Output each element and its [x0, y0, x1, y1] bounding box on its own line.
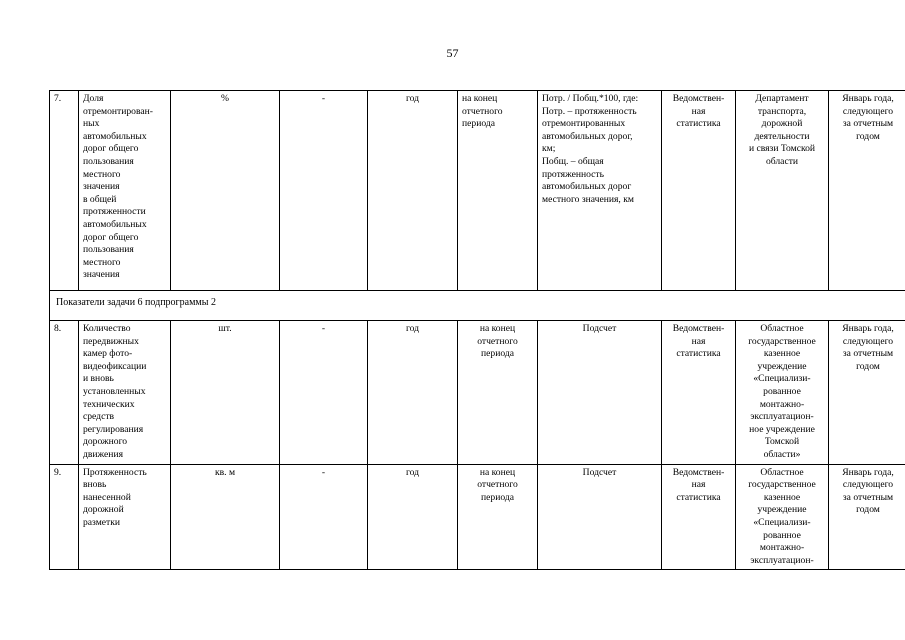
- responsible-cell: Областное государственное казенное учреждение «Специализи- рованное монтажно- эксплуатацион- ное учреждение Томской области»: [736, 321, 829, 465]
- responsible-cell: Департамент транспорта, дорожной деятельности и связи Томской области: [736, 91, 829, 291]
- period-cell: год: [368, 321, 458, 465]
- date-cell: на конец отчетного периода: [458, 91, 538, 291]
- period-cell: год: [368, 464, 458, 570]
- indicator-name: Протяженность вновь нанесенной дорожной разметки: [79, 464, 171, 570]
- method-cell: Потр. / Побщ.*100, где: Потр. – протяженность отремонтированных автомобильных дорог, км; Побщ. – общая протяженность автомобильных дорог местного значения, км: [538, 91, 662, 291]
- page-number: 57: [446, 46, 459, 60]
- row-number: 7.: [50, 91, 79, 291]
- source-cell: Ведомствен- ная статистика: [662, 464, 736, 570]
- table-row: [50, 321, 905, 465]
- indicator-name: Доля отремонтирован- ных автомобильных дорог общего пользования местного значения в общей протяженности автомобильных дорог общего пользования местного значения: [79, 91, 171, 291]
- dash-cell: -: [280, 321, 368, 465]
- dash-cell: -: [280, 464, 368, 570]
- deadline-cell: Январь года, следующего за отчетным годом: [829, 464, 905, 570]
- source-cell: Ведомствен- ная статистика: [662, 91, 736, 291]
- unit-cell: кв. м: [171, 464, 280, 570]
- dash-cell: -: [280, 91, 368, 291]
- deadline-cell: Январь года, следующего за отчетным годом: [829, 321, 905, 465]
- table-row: [50, 464, 905, 570]
- method-cell: Подсчет: [538, 321, 662, 465]
- table-row: [50, 91, 905, 291]
- indicators-table: [49, 90, 905, 570]
- section-row: [50, 291, 905, 321]
- unit-cell: %: [171, 91, 280, 291]
- period-cell: год: [368, 91, 458, 291]
- source-cell: Ведомствен- ная статистика: [662, 321, 736, 465]
- date-cell: на конец отчетного периода: [458, 321, 538, 465]
- deadline-cell: Январь года, следующего за отчетным годом: [829, 91, 905, 291]
- row-number: 8.: [50, 321, 79, 465]
- indicator-name: Количество передвижных камер фото- видеофиксации и вновь установленных технических средств регулирования дорожного движения: [79, 321, 171, 465]
- date-cell: на конец отчетного периода: [458, 464, 538, 570]
- row-number: 9.: [50, 464, 79, 570]
- unit-cell: шт.: [171, 321, 280, 465]
- responsible-cell: Областное государственное казенное учреждение «Специализи- рованное монтажно- эксплуатацион-: [736, 464, 829, 570]
- method-cell: Подсчет: [538, 464, 662, 570]
- section-title: Показатели задачи 6 подпрограммы 2: [50, 291, 905, 321]
